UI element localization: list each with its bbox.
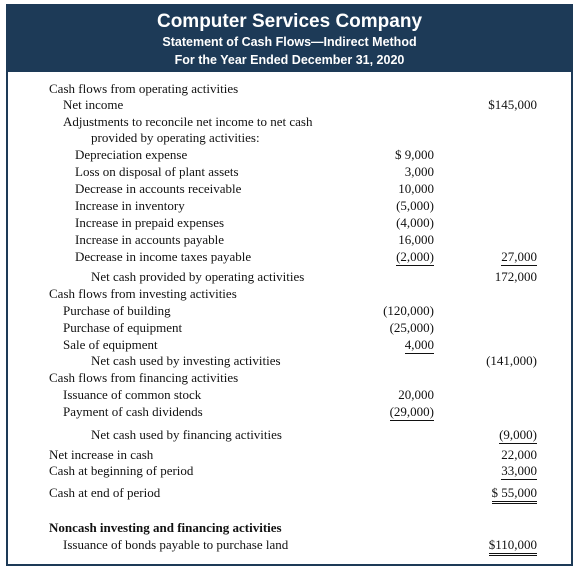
row-label: Net cash provided by operating activities (91, 269, 305, 284)
row-label: Decrease in income taxes payable (75, 249, 252, 264)
row-amount: (120,000) (383, 303, 434, 318)
statement-period: For the Year Ended December 31, 2020 (174, 53, 405, 67)
row-label: Net cash used by investing activities (91, 353, 281, 368)
row-label: Noncash investing and financing activities (49, 520, 282, 535)
row-amount: (2,000) (396, 249, 434, 264)
section-noncash (8, 520, 571, 536)
row-amount: 16,000 (398, 232, 434, 247)
row-total: 172,000 (494, 269, 537, 284)
row-amount: (4,000) (396, 215, 434, 230)
row-label: Net income (63, 97, 124, 112)
line-net-cash-financing (8, 427, 571, 443)
row-total: $145,000 (488, 97, 537, 112)
row-label: Cash flows from operating activities (49, 81, 239, 96)
row-total: 27,000 (501, 249, 537, 264)
row-amount: 4,000 (404, 337, 434, 352)
row-total: (9,000) (499, 427, 537, 442)
row-label: Depreciation expense (75, 147, 188, 162)
row-label: Increase in prepaid expenses (75, 215, 225, 230)
company-name: Computer Services Company (156, 11, 423, 32)
line-loss-disposal (8, 164, 571, 180)
line-cash-end (8, 485, 571, 501)
line-net-increase-cash (8, 447, 571, 463)
line-sale-equipment (8, 337, 571, 353)
section-investing (8, 286, 571, 302)
row-amount: 20,000 (398, 387, 434, 402)
statement-frame (6, 4, 573, 566)
row-amount: 10,000 (398, 181, 434, 196)
row-label: Payment of cash dividends (63, 404, 203, 419)
statement-title: Statement of Cash Flows—Indirect Method (162, 35, 417, 49)
line-prepaid-expenses (8, 215, 571, 231)
row-label: Issuance of common stock (63, 387, 202, 402)
row-label: provided by operating activities: (91, 130, 260, 145)
line-adjustments-cont (8, 130, 571, 146)
line-income-taxes (8, 249, 571, 265)
row-label: Loss on disposal of plant assets (75, 164, 239, 179)
row-label: Increase in inventory (75, 198, 185, 213)
line-net-income (8, 97, 571, 113)
row-label: Net increase in cash (49, 447, 154, 462)
row-amount: $ 9,000 (395, 147, 434, 162)
row-label: Cash flows from financing activities (49, 370, 239, 385)
row-amount: 3,000 (404, 164, 434, 179)
line-bonds-for-land (8, 537, 571, 553)
line-net-cash-investing (8, 353, 571, 369)
line-cash-beginning (8, 463, 571, 479)
row-total: 22,000 (501, 447, 537, 462)
line-common-stock (8, 387, 571, 403)
row-total: $ 55,000 (492, 485, 538, 504)
row-total: $110,000 (489, 537, 537, 556)
section-operating (8, 81, 571, 97)
section-financing (8, 370, 571, 386)
row-total: 33,000 (501, 463, 537, 478)
row-label: Cash flows from investing activities (49, 286, 237, 301)
line-purchase-equipment (8, 320, 571, 336)
row-amount: (25,000) (389, 320, 434, 335)
row-amount: (29,000) (389, 404, 434, 419)
statement-body (8, 6, 571, 564)
row-total: (141,000) (486, 353, 537, 368)
row-label: Cash at beginning of period (49, 463, 194, 478)
row-label: Issuance of bonds payable to purchase land (63, 537, 289, 552)
line-purchase-building (8, 303, 571, 319)
row-label: Purchase of building (63, 303, 171, 318)
row-label: Net cash used by financing activities (91, 427, 282, 442)
line-cash-dividends (8, 404, 571, 420)
row-label: Increase in accounts payable (75, 232, 225, 247)
line-inventory (8, 198, 571, 214)
line-net-cash-operating (8, 269, 571, 285)
line-depreciation (8, 147, 571, 163)
row-label: Adjustments to reconcile net income to net cash (63, 114, 313, 129)
row-label: Purchase of equipment (63, 320, 183, 335)
row-amount: (5,000) (396, 198, 434, 213)
line-accounts-payable (8, 232, 571, 248)
row-label: Sale of equipment (63, 337, 158, 352)
row-label: Decrease in accounts receivable (75, 181, 242, 196)
line-adjustments (8, 114, 571, 130)
line-accounts-receivable (8, 181, 571, 197)
row-label: Cash at end of period (49, 485, 161, 500)
